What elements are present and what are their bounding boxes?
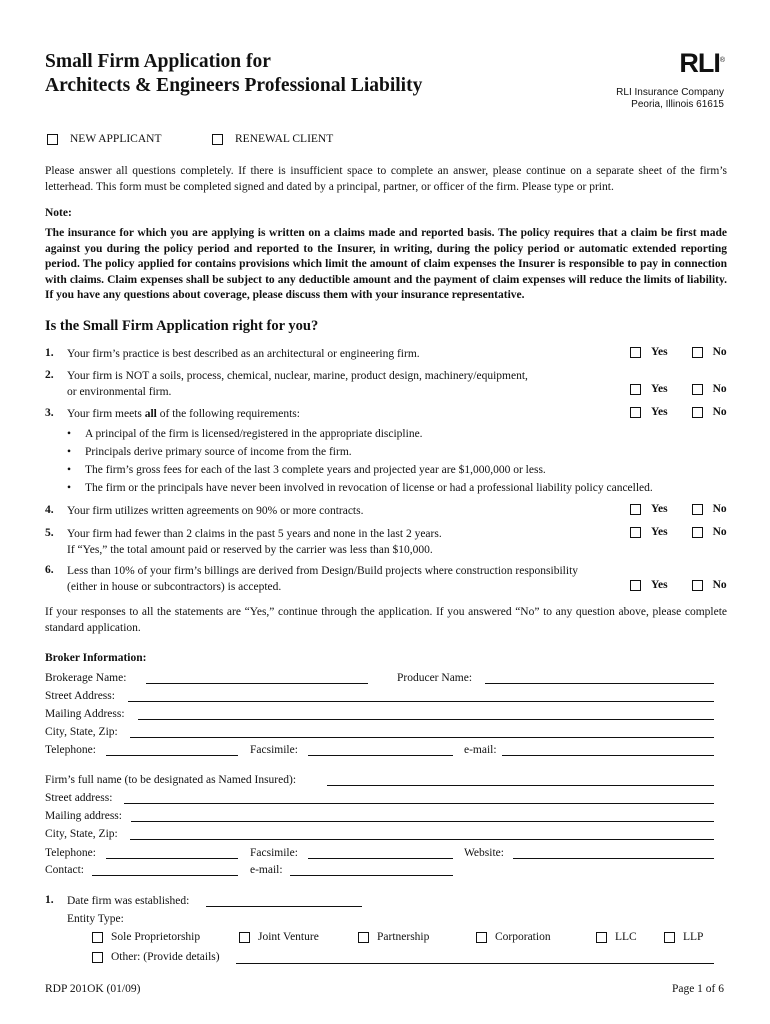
q3-text [67, 407, 300, 423]
q1-yes-label: Yes [651, 346, 668, 358]
firm-street-field[interactable] [124, 803, 714, 804]
sole-proprietorship-label: Sole Proprietorship [111, 931, 201, 943]
firm-email-label: e-mail: [250, 864, 283, 876]
q3-no-checkbox[interactable] [692, 407, 703, 418]
broker-city-field[interactable] [130, 737, 714, 738]
corporation-checkbox[interactable] [476, 932, 487, 943]
establishment-number: 1. [45, 894, 54, 906]
q2-text [67, 369, 528, 400]
q1-number: 1. [45, 347, 54, 359]
company-info [616, 87, 724, 111]
q3-bullet-1-text: A principal of the firm is licensed/registered in the appropriate discipline. [85, 428, 423, 440]
broker-fax-label: Facsimile: [250, 744, 298, 756]
renewal-client-option[interactable] [212, 133, 333, 145]
company-city: Peoria, Illinois 61615 [631, 99, 724, 110]
section-heading: Is the Small Firm Application right for you? [45, 318, 319, 334]
q6-no-checkbox[interactable] [692, 580, 703, 591]
new-applicant-checkbox[interactable] [47, 134, 58, 145]
q6-yes-checkbox[interactable] [630, 580, 641, 591]
broker-telephone-field[interactable] [106, 755, 238, 756]
date-established-field[interactable] [206, 906, 362, 907]
rli-logo [679, 48, 724, 79]
firm-city-field[interactable] [130, 839, 714, 840]
producer-name-field[interactable] [485, 683, 714, 684]
firm-telephone-label: Telephone: [45, 847, 96, 859]
title-line-1: Small Firm Application for [45, 51, 271, 72]
q2-yes-checkbox[interactable] [630, 384, 641, 395]
firm-telephone-field[interactable] [106, 858, 238, 859]
firm-street-label: Street address: [45, 792, 113, 804]
q2-line-1: Your firm is NOT a soils, process, chemical, nuclear, marine, product design, machinery/equipment, [67, 370, 528, 382]
q1-no-checkbox[interactable] [692, 347, 703, 358]
broker-email-label: e-mail: [464, 744, 497, 756]
q6-text [67, 564, 578, 595]
sole-proprietorship-checkbox[interactable] [92, 932, 103, 943]
q5-answer [630, 526, 727, 538]
title-line-2: Architects & Engineers Professional Liability [45, 75, 423, 96]
entity-option-joint-venture[interactable] [239, 931, 319, 943]
firm-website-field[interactable] [513, 858, 714, 859]
q3-text-all: all [144, 408, 157, 420]
firm-name-field[interactable] [327, 785, 714, 786]
entity-option-llc[interactable] [596, 931, 637, 943]
firm-city-label: City, State, Zip: [45, 828, 118, 840]
llp-checkbox[interactable] [664, 932, 675, 943]
brokerage-name-label: Brokerage Name: [45, 672, 127, 684]
form-title [45, 50, 422, 98]
q3-bullet-4-text: The firm or the principals have never been involved in revocation of license or had a professional liability policy cancelled. [85, 482, 653, 494]
q3-answer [630, 406, 727, 418]
q3-bullet [67, 481, 653, 496]
date-established-label: Date firm was established: [67, 895, 190, 907]
partnership-checkbox[interactable] [358, 932, 369, 943]
joint-venture-checkbox[interactable] [239, 932, 250, 943]
firm-fax-field[interactable] [308, 858, 453, 859]
q5-line-1: Your firm had fewer than 2 claims in the past 5 years and none in the last 2 years. [67, 528, 442, 540]
firm-email-field[interactable] [290, 875, 453, 876]
q3-yes-label: Yes [651, 406, 668, 418]
logo-text: RLI [679, 48, 720, 78]
q3-bullet [67, 427, 423, 442]
broker-mailing-field[interactable] [138, 719, 714, 720]
firm-fax-label: Facsimile: [250, 847, 298, 859]
firm-website-label: Website: [464, 847, 504, 859]
firm-mailing-label: Mailing address: [45, 810, 122, 822]
q4-yes-label: Yes [651, 503, 668, 515]
new-applicant-label: NEW APPLICANT [70, 133, 162, 145]
broker-city-label: City, State, Zip: [45, 726, 118, 738]
entity-option-sole-proprietorship[interactable] [92, 931, 200, 943]
q4-no-checkbox[interactable] [692, 504, 703, 515]
q5-no-checkbox[interactable] [692, 527, 703, 538]
q5-yes-checkbox[interactable] [630, 527, 641, 538]
broker-telephone-label: Telephone: [45, 744, 96, 756]
q6-yes-label: Yes [651, 579, 668, 591]
q1-no-label: No [712, 346, 727, 358]
llc-checkbox[interactable] [596, 932, 607, 943]
broker-fax-field[interactable] [308, 755, 453, 756]
broker-mailing-label: Mailing Address: [45, 708, 125, 720]
renewal-client-label: RENEWAL CLIENT [235, 133, 334, 145]
q3-bullet-3-text: The firm’s gross fees for each of the last 3 complete years and projected year are $1,000,000 or less. [85, 464, 546, 476]
q4-yes-checkbox[interactable] [630, 504, 641, 515]
q6-line-2: (either in house or subcontractors) is accepted. [67, 580, 282, 593]
q4-text: Your firm utilizes written agreements on 90% or more contracts. [67, 505, 364, 517]
broker-street-field[interactable] [128, 701, 714, 702]
q1-yes-checkbox[interactable] [630, 347, 641, 358]
q5-line-2: If “Yes,” the total amount paid or reserved by the carrier was less than $10,000. [67, 543, 433, 556]
entity-option-other[interactable] [92, 951, 220, 963]
q3-bullet [67, 445, 352, 460]
q3-yes-checkbox[interactable] [630, 407, 641, 418]
other-checkbox[interactable] [92, 952, 103, 963]
q3-no-label: No [712, 406, 727, 418]
note-label: Note: [45, 207, 72, 219]
q1-answer [630, 346, 727, 358]
llp-label: LLP [683, 931, 704, 943]
other-label: Other: (Provide details) [111, 951, 220, 963]
entity-option-llp[interactable] [664, 931, 703, 943]
q4-number: 4. [45, 504, 54, 516]
firm-contact-label: Contact: [45, 864, 84, 876]
intro-paragraph: Please answer all questions completely. If there is insufficient space to complete an answer, please continue on a separate sheet of the firm’s letterhead. This form must be completed signed and dated by a principal, partner, or officer of the firm. Please type or print. [45, 165, 727, 193]
q2-number: 2. [45, 369, 54, 381]
joint-venture-label: Joint Venture [258, 931, 319, 943]
q5-number: 5. [45, 527, 54, 539]
q3-bullet [67, 463, 546, 478]
q5-yes-label: Yes [651, 526, 668, 538]
producer-name-label: Producer Name: [397, 672, 473, 684]
llc-label: LLC [615, 931, 637, 943]
brokerage-name-field[interactable] [146, 683, 368, 684]
entity-option-corporation[interactable] [476, 931, 551, 943]
q2-no-checkbox[interactable] [692, 384, 703, 395]
new-applicant-option[interactable] [47, 133, 161, 145]
q3-text-a: Your firm meets [67, 408, 145, 420]
entity-option-partnership[interactable] [358, 931, 429, 943]
partnership-label: Partnership [377, 931, 430, 943]
q5-text [67, 527, 442, 558]
firm-mailing-field[interactable] [131, 821, 714, 822]
registered-mark: ® [719, 57, 724, 64]
company-name: RLI Insurance Company [616, 87, 724, 98]
q6-line-1: Less than 10% of your firm’s billings are derived from Design/Build projects where construction responsibility [67, 565, 579, 577]
q5-no-label: No [712, 526, 727, 538]
q3-number: 3. [45, 407, 54, 419]
q6-answer [630, 579, 727, 591]
q2-line-2: or environmental firm. [67, 385, 172, 398]
q4-no-label: No [712, 503, 727, 515]
form-code: RDP 201OK (01/09) [45, 983, 141, 995]
renewal-client-checkbox[interactable] [212, 134, 223, 145]
entity-type-label: Entity Type: [67, 913, 124, 925]
q3-text-c: of the following requirements: [156, 408, 300, 420]
q1-text: Your firm’s practice is best described as an architectural or engineering firm. [67, 348, 420, 360]
page-number: Page 1 of 6 [671, 983, 724, 995]
other-details-field[interactable] [236, 963, 714, 964]
q6-number: 6. [45, 564, 54, 576]
q4-answer [630, 503, 727, 515]
firm-contact-field[interactable] [92, 875, 238, 876]
q2-no-label: No [712, 383, 727, 395]
q2-yes-label: Yes [651, 383, 668, 395]
note-paragraph: The insurance for which you are applying is written on a claims made and reported basis. The policy requires that a claim be first made against you during the policy period and reported to the Insurer, in writing, during the policy period or automatic extended reporting period. The policy applied for contains provisions which limit the amount of claim expenses the Insurer is responsible to pay in connection with claims. Claim expenses shall be subject to any deductible amount and the payment of claim expenses will reduce the limits of liability. If you have any questions about coverage, please discuss them with your insurance representative. [45, 227, 727, 301]
broker-heading: Broker Information: [45, 652, 147, 664]
firm-name-label: Firm’s full name (to be designated as Named Insured): [45, 774, 297, 786]
q2-answer [630, 383, 727, 395]
broker-email-field[interactable] [502, 755, 714, 756]
corporation-label: Corporation [495, 931, 551, 943]
broker-street-label: Street Address: [45, 690, 115, 702]
q6-no-label: No [712, 579, 727, 591]
continue-paragraph: If your responses to all the statements are “Yes,” continue through the application. If you answered “No” to any question above, please complete standard application. [45, 606, 727, 634]
q3-bullet-2-text: Principals derive primary source of income from the firm. [85, 446, 352, 458]
